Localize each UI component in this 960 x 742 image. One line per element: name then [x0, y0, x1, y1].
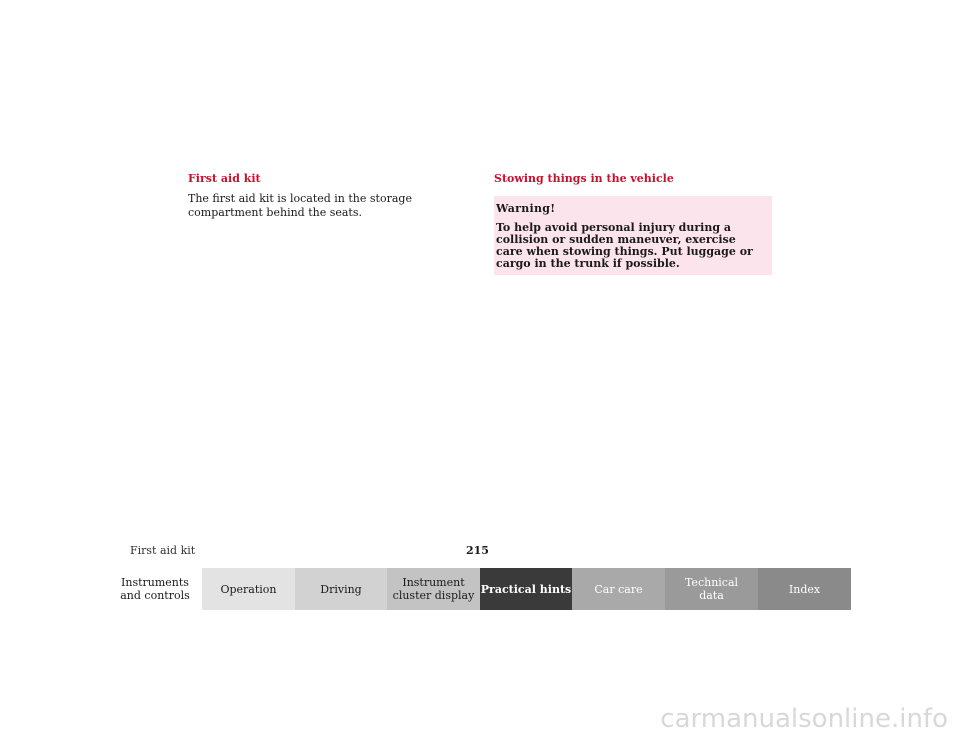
warning-text: To help avoid personal injury during a collision or sudden maneuver, exercise care when stowing things. Put luggage or cargo in the trunk if possible.	[496, 221, 753, 270]
watermark: carmanualsonline.info	[660, 704, 948, 734]
tab-car-care[interactable]: Car care	[572, 568, 665, 610]
page-number: 215	[466, 544, 489, 557]
tab-technical-data[interactable]: Technical data	[665, 568, 758, 610]
tab-practical-hints[interactable]: Practical hints	[480, 568, 572, 610]
first-aid-kit-heading: First aid kit	[188, 172, 261, 185]
tab-operation[interactable]: Operation	[202, 568, 295, 610]
section-nav-bar	[108, 568, 851, 610]
footer-section-label: First aid kit	[130, 544, 196, 557]
tab-driving[interactable]: Driving	[295, 568, 387, 610]
tab-index[interactable]: Index	[758, 568, 851, 610]
tab-instrument-cluster-display[interactable]: Instrument cluster display	[387, 568, 480, 610]
tab-instruments-and-controls[interactable]: Instruments and controls	[108, 568, 202, 610]
first-aid-kit-body: The first aid kit is located in the storage compartment behind the seats.	[188, 192, 412, 219]
warning-title: Warning!	[496, 202, 556, 215]
warning-box	[494, 196, 772, 275]
stowing-heading: Stowing things in the vehicle	[494, 172, 674, 185]
